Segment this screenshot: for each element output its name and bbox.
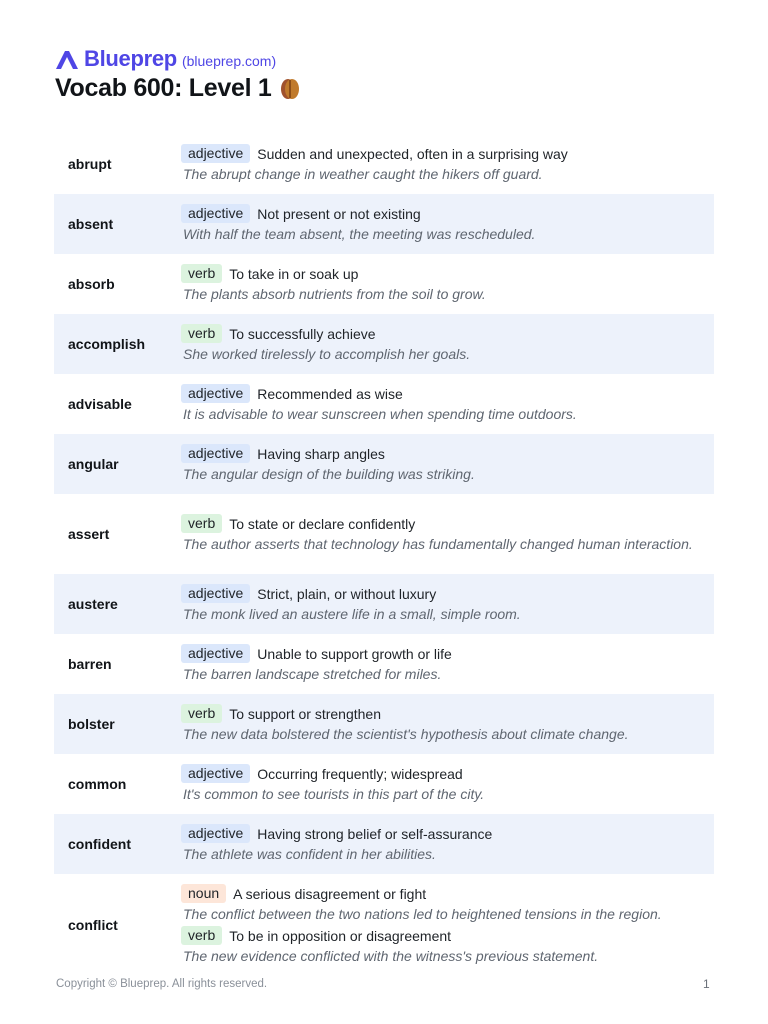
definition-text: Having strong belief or self-assurance <box>257 825 493 842</box>
footer-copyright: Copyright © Blueprep. All rights reserved. <box>56 978 268 990</box>
brand-url[interactable]: (blueprep.com) <box>181 53 277 69</box>
part-of-speech-tag: adjective <box>181 644 250 663</box>
vocab-definitions <box>181 583 714 625</box>
definition-text: To state or declare confidently <box>229 515 416 532</box>
vocab-word: angular <box>68 456 119 472</box>
vocab-word: barren <box>68 656 112 672</box>
part-of-speech-tag: adjective <box>181 204 250 223</box>
vocab-definitions <box>181 383 714 425</box>
example-sentence: The angular design of the building was striking. <box>183 466 475 482</box>
vocab-row-confident <box>54 814 714 874</box>
vocab-definitions <box>181 323 714 365</box>
example-sentence: The conflict between the two nations led to heightened tensions in the region. <box>183 906 662 922</box>
vocab-definitions <box>181 143 714 185</box>
part-of-speech-tag: verb <box>181 704 222 723</box>
example-sentence: She worked tirelessly to accomplish her goals. <box>183 346 471 362</box>
vocab-word: austere <box>68 596 118 612</box>
vocab-word: abrupt <box>68 156 112 172</box>
vocab-definitions <box>181 823 714 865</box>
blueprep-logo-icon <box>54 46 80 72</box>
vocab-definitions <box>181 203 714 245</box>
vocab-table <box>54 134 714 976</box>
vocab-word: conflict <box>68 917 118 933</box>
part-of-speech-tag: verb <box>181 324 222 343</box>
vocab-word: bolster <box>68 716 115 732</box>
example-sentence: The author asserts that technology has fundamentally changed human interaction. <box>183 536 693 552</box>
vocab-row-accomplish <box>54 314 714 374</box>
part-of-speech-tag: adjective <box>181 824 250 843</box>
page-title <box>55 74 303 103</box>
example-sentence: The new data bolstered the scientist's hypothesis about climate change. <box>183 726 629 742</box>
definition-text: Not present or not existing <box>257 205 421 222</box>
definition-text: To take in or soak up <box>229 265 359 282</box>
definition-line <box>181 703 704 724</box>
brand-header <box>54 46 276 72</box>
definition-line <box>181 763 704 784</box>
vocab-row-bolster <box>54 694 714 754</box>
vocab-word: confident <box>68 836 131 852</box>
definition-text: Unable to support growth or life <box>257 645 452 662</box>
vocab-definitions <box>181 763 714 805</box>
example-sentence: It's common to see tourists in this part of the city. <box>183 786 485 802</box>
definition-text: Strict, plain, or without luxury <box>257 585 437 602</box>
definition-line <box>181 925 704 946</box>
vocab-definitions <box>181 883 714 967</box>
definition-line <box>181 643 704 664</box>
part-of-speech-tag: verb <box>181 514 222 533</box>
part-of-speech-tag: verb <box>181 926 222 945</box>
part-of-speech-tag: adjective <box>181 144 250 163</box>
definition-text: Occurring frequently; widespread <box>257 765 463 782</box>
vocab-definitions <box>181 263 714 305</box>
example-sentence: The athlete was confident in her abilities. <box>183 846 436 862</box>
vocab-definitions <box>181 703 714 745</box>
page-number: 1 <box>703 977 710 991</box>
vocab-row-austere <box>54 574 714 634</box>
definition-line <box>181 883 704 904</box>
definition-line <box>181 203 704 224</box>
part-of-speech-tag: adjective <box>181 764 250 783</box>
part-of-speech-tag: verb <box>181 264 222 283</box>
vocab-row-abrupt <box>54 134 714 194</box>
example-sentence: With half the team absent, the meeting was rescheduled. <box>183 226 536 242</box>
definition-line <box>181 383 704 404</box>
vocab-definitions <box>181 443 714 485</box>
example-sentence: The plants absorb nutrients from the soil to grow. <box>183 286 486 302</box>
vocab-word: common <box>68 776 127 792</box>
vocab-row-absent <box>54 194 714 254</box>
definition-line <box>181 513 704 534</box>
vocab-row-conflict <box>54 874 714 976</box>
part-of-speech-tag: adjective <box>181 584 250 603</box>
definition-text: To be in opposition or disagreement <box>229 927 452 944</box>
vocab-word: absent <box>68 216 114 232</box>
vocab-row-angular <box>54 434 714 494</box>
part-of-speech-tag: adjective <box>181 444 250 463</box>
vocab-definitions <box>181 643 714 685</box>
definition-text: To support or strengthen <box>229 705 381 722</box>
vocab-row-assert <box>54 494 714 574</box>
definition-text: A serious disagreement or fight <box>233 885 427 902</box>
definition-line <box>181 443 704 464</box>
vocab-row-absorb <box>54 254 714 314</box>
vocab-word: advisable <box>68 396 132 412</box>
example-sentence: The monk lived an austere life in a small, simple room. <box>183 606 521 622</box>
vocab-row-barren <box>54 634 714 694</box>
vocab-row-advisable <box>54 374 714 434</box>
leaf-icon <box>277 76 303 102</box>
definition-line <box>181 263 704 284</box>
vocab-word: absorb <box>68 276 115 292</box>
definition-line <box>181 823 704 844</box>
vocab-row-common <box>54 754 714 814</box>
definition-text: To successfully achieve <box>229 325 376 342</box>
example-sentence: The abrupt change in weather caught the hikers off guard. <box>183 166 543 182</box>
part-of-speech-tag: noun <box>181 884 226 903</box>
example-sentence: The barren landscape stretched for miles. <box>183 666 442 682</box>
brand-name: Blueprep <box>84 46 177 71</box>
definition-text: Recommended as wise <box>257 385 403 402</box>
vocab-word: accomplish <box>68 336 146 352</box>
vocab-word: assert <box>68 526 110 542</box>
definition-text: Sudden and unexpected, often in a surprising way <box>257 145 568 162</box>
definition-line <box>181 583 704 604</box>
page-title-text: Vocab 600: Level 1 <box>55 74 272 102</box>
definition-line <box>181 143 704 164</box>
example-sentence: It is advisable to wear sunscreen when spending time outdoors. <box>183 406 577 422</box>
example-sentence: The new evidence conflicted with the witness's previous statement. <box>183 948 599 964</box>
vocab-definitions <box>181 513 714 555</box>
definition-line <box>181 323 704 344</box>
definition-text: Having sharp angles <box>257 445 385 462</box>
part-of-speech-tag: adjective <box>181 384 250 403</box>
